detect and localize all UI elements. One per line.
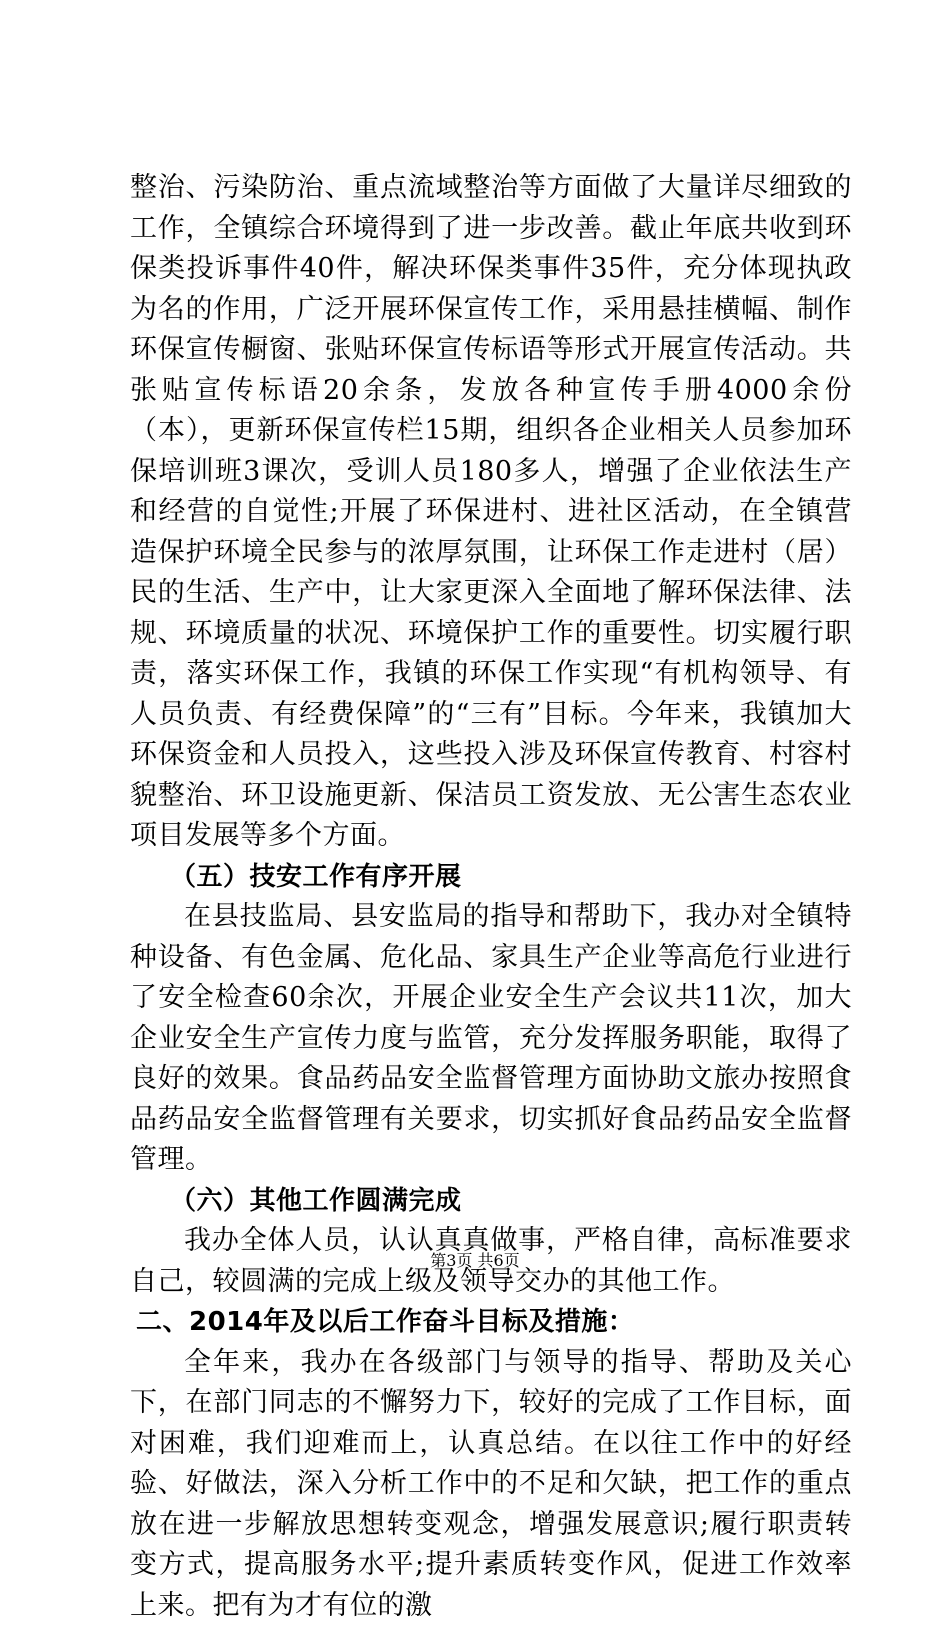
paragraph-other-work: 我办全体人员，认认真真做事，严格自律，高标准要求自己，较圆满的完成上级及领导交办的其他工作。	[130, 1221, 852, 1302]
paragraph-environment: 整治、污染防治、重点流域整治等方面做了大量详尽细致的工作，全镇综合环境得到了进一步改善。截止年底共收到环保类投诉事件40件，解决环保类事件35件，充分体现执政为名的作用，广泛开展环保宣传工作，采用悬挂横幅、制作环保宣传橱窗、张贴环保宣传标语等形式开展宣传活动。共张贴宣传标语20余条，发放各种宣传手册4000余份（本），更新环保宣传栏15期，组织各企业相关人员参加环保培训班3课次，受训人员180多人，增强了企业依法生产和经营的自觉性;开展了环保进村、进社区活动，在全镇营造保护环境全民参与的浓厚氛围，让环保工作走进村（居）民的生活、生产中，让大家更深入全面地了解环保法律、法规、环境质量的状况、环境保护工作的重要性。切实履行职责，落实环保工作，我镇的环保工作实现“有机构领导、有人员负责、有经费保障”的“三有”目标。今年来，我镇加大环保资金和人员投入，这些投入涉及环保宣传教育、村容村貌整治、环卫设施更新、保洁员工资发放、无公害生态农业项目发展等多个方面。	[130, 168, 852, 857]
page-footer: 第3页 共6页	[0, 1248, 950, 1271]
document-body	[130, 168, 852, 1626]
section-heading-6: （六）其他工作圆满完成	[130, 1181, 852, 1222]
paragraph-safety: 在县技监局、县安监局的指导和帮助下，我办对全镇特种设备、有色金属、危化品、家具生产企业等高危行业进行了安全检查60余次，开展企业安全生产会议共11次，加大企业安全生产宣传力度与监管，充分发挥服务职能，取得了良好的效果。食品药品安全监督管理方面协助文旅办按照食品药品安全监督管理有关要求，切实抓好食品药品安全监督管理。	[130, 897, 852, 1181]
paragraph-goals: 全年来，我办在各级部门与领导的指导、帮助及关心下，在部门同志的不懈努力下，较好的完成了工作目标，面对困难，我们迎难而上，认真总结。在以往工作中的好经验、好做法，深入分析工作中的不足和欠缺，把工作的重点放在进一步解放思想转变观念，增强发展意识;履行职责转变方式，提高服务水平;提升素质转变作风，促进工作效率上来。把有为才有位的激	[130, 1343, 852, 1626]
section-heading-2: 二、2014年及以后工作奋斗目标及措施：	[130, 1302, 852, 1343]
section-heading-5: （五）技安工作有序开展	[130, 857, 852, 898]
